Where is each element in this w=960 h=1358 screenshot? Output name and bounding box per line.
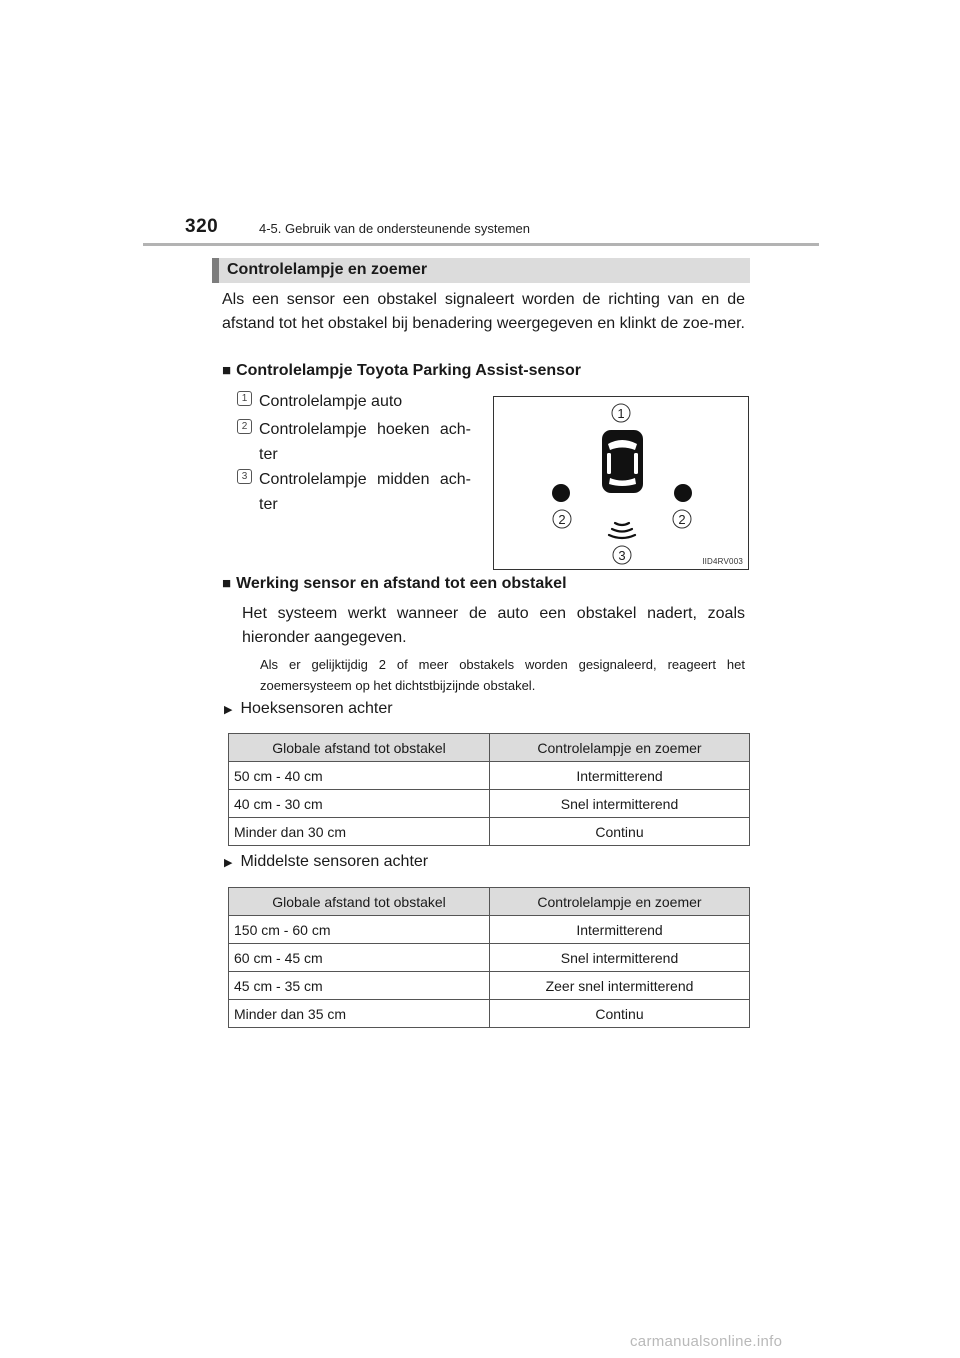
indicator-illustration — [494, 397, 750, 571]
table-header-row — [229, 888, 750, 916]
operation-paragraph: Het systeem werkt wanneer de auto een obstakel nadert, zoals hieronder aangegeven. — [242, 605, 745, 646]
callout-number: 3 — [237, 469, 252, 484]
section-title: Controlelampje en zoemer — [227, 261, 428, 278]
subheading-indicator — [222, 362, 581, 380]
square-bullet-icon: ■ — [222, 575, 232, 592]
table-cell-signal: Continu — [490, 818, 750, 846]
legend-item-text: Controlelampje midden ach-ter — [259, 471, 471, 513]
callout-marker — [612, 404, 630, 422]
callout-number: 1 — [237, 391, 252, 406]
legend-item-text: Controlelampje hoeken ach-ter — [259, 421, 471, 463]
rear-center-indicator-icon — [609, 523, 635, 538]
table-row — [229, 790, 750, 818]
running-header: 4-5. Gebruik van de ondersteunende systemen — [259, 221, 531, 236]
subheading-indicator-text: Controlelampje Toyota Parking Assist-sensor — [236, 362, 582, 379]
table-cell-distance: Minder dan 35 cm — [229, 1000, 490, 1028]
watermark[interactable]: carmanualsonline.info — [630, 1333, 783, 1350]
center-sensors-table — [228, 887, 750, 1028]
table-header-row — [229, 734, 750, 762]
table-cell-signal: Continu — [490, 1000, 750, 1028]
triangle-right-icon: ▶ — [224, 704, 233, 716]
table-row — [229, 972, 750, 1000]
subheading-operation-text: Werking sensor en afstand tot een obstakel — [236, 575, 567, 592]
center-sensors-heading-text: Middelste sensoren achter — [240, 853, 429, 870]
callout-label: 1 — [617, 406, 625, 421]
triangle-right-icon: ▶ — [224, 857, 233, 869]
callout-marker — [613, 546, 631, 564]
table-row — [229, 818, 750, 846]
center-sensors-heading — [224, 853, 428, 871]
car-indicator-icon — [602, 430, 643, 493]
table-row — [229, 916, 750, 944]
table-row — [229, 1000, 750, 1028]
table-cell-signal: Snel intermitterend — [490, 790, 750, 818]
legend-item-text: Controlelampje auto — [259, 393, 403, 410]
square-bullet-icon: ■ — [222, 362, 232, 379]
section-heading-bar — [212, 258, 750, 283]
figure-code: IID4RV003 — [702, 557, 743, 566]
table-header-cell: Controlelampje en zoemer — [490, 888, 750, 916]
table-cell-distance: 50 cm - 40 cm — [229, 762, 490, 790]
table-row — [229, 762, 750, 790]
table-cell-signal: Snel intermitterend — [490, 944, 750, 972]
corner-sensors-table — [228, 733, 750, 846]
rear-right-corner-indicator-icon — [674, 484, 692, 502]
header-rule — [143, 243, 819, 246]
callout-label: 2 — [558, 512, 566, 527]
intro-paragraph: Als een sensor een obstakel signaleert worden de richting van en de afstand tot het obstakel bij benadering weergegeven en klinkt de zoe-mer. — [222, 291, 745, 332]
table-cell-distance: 40 cm - 30 cm — [229, 790, 490, 818]
table-header-cell: Controlelampje en zoemer — [490, 734, 750, 762]
table-cell-signal: Zeer snel intermitterend — [490, 972, 750, 1000]
table-cell-distance: 45 cm - 35 cm — [229, 972, 490, 1000]
table-cell-distance: 60 cm - 45 cm — [229, 944, 490, 972]
subheading-operation — [222, 575, 567, 593]
table-row — [229, 944, 750, 972]
page-number: 320 — [185, 216, 219, 237]
callout-marker — [553, 510, 571, 528]
table-cell-distance: 150 cm - 60 cm — [229, 916, 490, 944]
corner-sensors-heading — [224, 700, 393, 718]
callout-label: 3 — [618, 548, 626, 563]
rear-left-corner-indicator-icon — [552, 484, 570, 502]
table-cell-signal: Intermitterend — [490, 762, 750, 790]
table-cell-distance: Minder dan 30 cm — [229, 818, 490, 846]
corner-sensors-heading-text: Hoeksensoren achter — [240, 700, 393, 717]
operation-note: Als er gelijktijdig 2 of meer obstakels worden gesignaleerd, reageert het zoemersysteem op het dichtstbijzijnde obstakel. — [260, 657, 745, 693]
callout-label: 2 — [678, 512, 686, 527]
callout-marker — [673, 510, 691, 528]
indicator-figure — [493, 396, 749, 570]
callout-number: 2 — [237, 419, 252, 434]
table-cell-signal: Intermitterend — [490, 916, 750, 944]
table-header-cell: Globale afstand tot obstakel — [229, 888, 490, 916]
table-header-cell: Globale afstand tot obstakel — [229, 734, 490, 762]
